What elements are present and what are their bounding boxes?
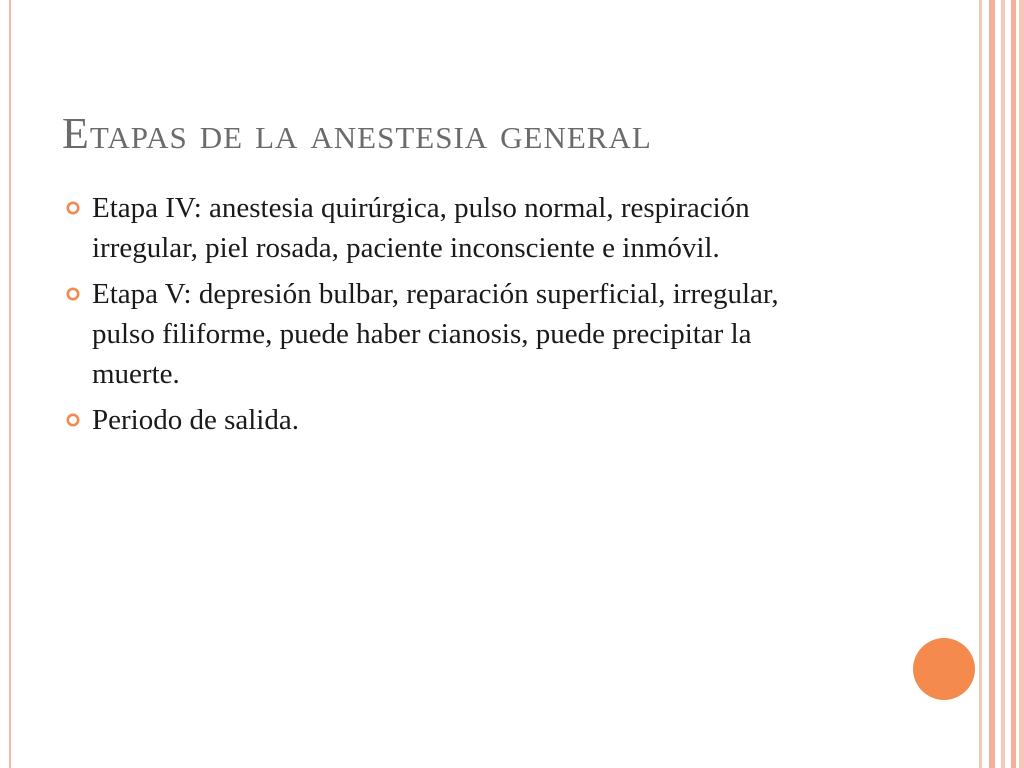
bullet-text: Etapa V: depresión bulbar, reparación superficial, irregular, pulso filiforme, puede haber cianosis, puede precipitar la muerte.	[92, 278, 779, 390]
bullet-text: Periodo de salida.	[92, 404, 299, 436]
right-decorative-stripe	[1001, 0, 1005, 768]
slide-title: Etapas de la anestesia general	[62, 109, 652, 158]
decorative-orange-circle	[913, 638, 975, 700]
bullet-text: Etapa IV: anestesia quirúrgica, pulso normal, respiración irregular, piel rosada, paciente inconsciente e inmóvil.	[92, 192, 750, 264]
right-decorative-stripe	[1011, 0, 1016, 768]
right-decorative-stripe	[1019, 0, 1024, 768]
circle-bullet-icon	[66, 413, 80, 427]
circle-bullet-icon	[66, 287, 80, 301]
bullet-item	[62, 188, 822, 268]
bullet-list	[62, 188, 822, 446]
right-decorative-stripe	[979, 0, 982, 768]
bullet-item	[62, 400, 822, 440]
right-decorative-stripe	[989, 0, 995, 768]
circle-bullet-icon	[66, 201, 80, 215]
bullet-item	[62, 274, 822, 394]
left-border-line	[9, 0, 11, 768]
